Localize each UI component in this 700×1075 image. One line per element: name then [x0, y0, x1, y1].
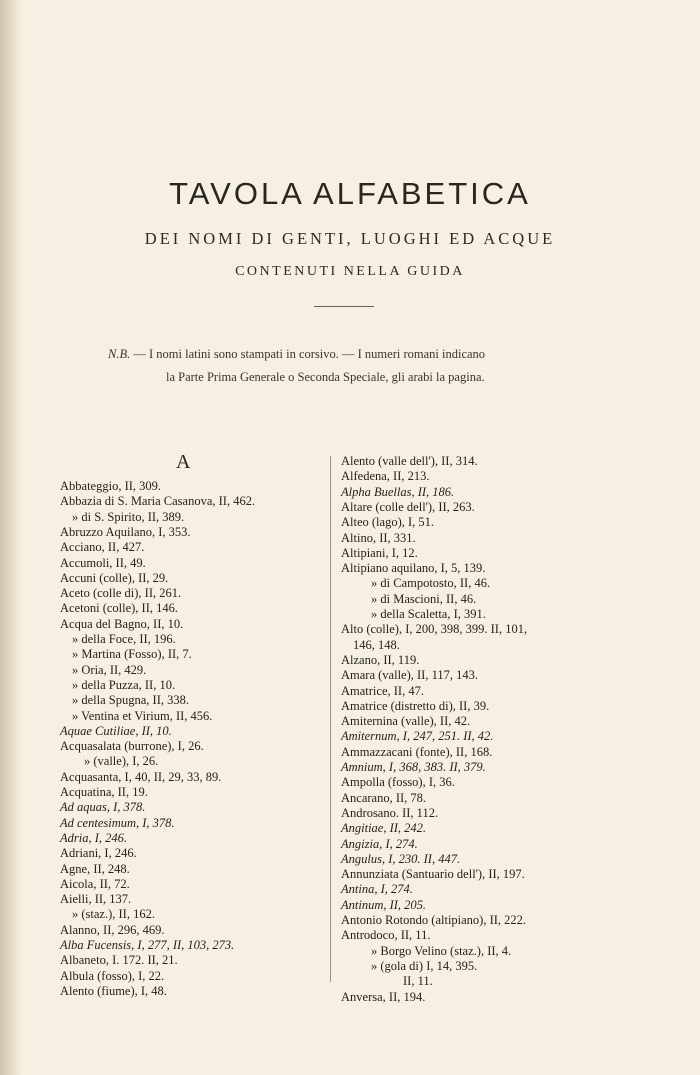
- index-entry: Amiternum, I, 247, 251. II, 42.: [341, 729, 494, 744]
- index-entry: Albula (fosso), I, 22.: [60, 968, 165, 983]
- title-rule: [314, 306, 374, 307]
- index-entry: » (staz.), II, 162.: [72, 907, 155, 922]
- index-entry: Altipiano aquilano, I, 5, 139.: [341, 561, 486, 576]
- page-subtitle-2: CONTENUTI NELLA GUIDA: [235, 264, 465, 279]
- index-entry: Adria, I, 246.: [60, 830, 128, 845]
- index-entry: Antonio Rotondo (altipiano), II, 222.: [341, 913, 527, 927]
- index-entry: Alzano, II, 119.: [341, 652, 420, 667]
- index-entry: » Martina (Fosso), II, 7.: [72, 647, 192, 662]
- index-entry: Alfedena, II, 213.: [341, 469, 430, 484]
- index-entry: Acquatina, II, 19.: [60, 785, 148, 799]
- index-entry: » (valle), I, 26.: [84, 754, 159, 769]
- note-line-2: la Parte Prima Generale o Seconda Speciale, gli arabi la pagina.: [166, 370, 485, 384]
- index-entry: » della Scaletta, I, 391.: [371, 607, 486, 621]
- editorial-note: [108, 343, 616, 389]
- index-entry: Accuni (colle), II, 29.: [60, 570, 169, 585]
- index-entry: Altare (colle dell'), II, 263.: [341, 499, 475, 514]
- note-line-1-text: — I nomi latini sono stampati in corsivo. — I numeri romani indicano: [130, 347, 486, 361]
- index-entry: » (gola di) I, 14, 395.: [371, 958, 478, 973]
- index-entry: Altino, II, 331.: [341, 530, 416, 545]
- index-entry: Alpha Buellas, II, 186.: [341, 484, 455, 499]
- index-entry: Agne, II, 248.: [60, 861, 130, 876]
- index-entry: Acciano, II, 427.: [60, 540, 145, 555]
- index-entry: Aceto (colle di), II, 261.: [60, 586, 182, 601]
- index-entry: Amnium, I, 368, 383. II, 379.: [341, 760, 486, 774]
- index-entry: II, 11.: [403, 974, 433, 989]
- index-entry: Amatrice, II, 47.: [341, 683, 424, 698]
- index-entry: Amatrice (distretto di), II, 39.: [341, 698, 490, 713]
- index-entry: » di Campotosto, II, 46.: [371, 576, 491, 591]
- note-line-1: [108, 343, 616, 366]
- index-entry: Ampolla (fosso), I, 36.: [341, 775, 455, 790]
- index-entry: Acqua del Bagno, II, 10.: [60, 616, 184, 631]
- index-entry: Ad aquas, I, 378.: [60, 800, 146, 815]
- index-entry: Amiternina (valle), II, 42.: [341, 714, 471, 729]
- index-entry: Alteo (lago), I, 51.: [341, 515, 435, 530]
- index-entry: Antinum, II, 205.: [341, 897, 427, 912]
- index-entry: Antrodoco, II, 11.: [341, 928, 431, 943]
- index-entry: Albaneto, I. 172. II, 21.: [60, 953, 178, 968]
- index-entry: » della Foce, II, 196.: [72, 632, 176, 646]
- index-entry: Ancarano, II, 78.: [341, 790, 427, 805]
- index-entry: » della Puzza, II, 10.: [72, 677, 176, 692]
- index-entry: Anversa, II, 194.: [341, 989, 426, 1004]
- index-entry: » Oria, II, 429.: [72, 662, 147, 677]
- index-entry: Alto (colle), I, 200, 398, 399. II, 101,: [341, 622, 528, 637]
- index-entry: Ammazzacani (fonte), II, 168.: [341, 744, 493, 759]
- index-entry: Abbazia di S. Maria Casanova, II, 462.: [60, 494, 256, 509]
- index-entry: Acquasalata (burrone), I, 26.: [60, 739, 204, 754]
- index-entry: Alento (fiume), I, 48.: [60, 983, 167, 998]
- index-entry: 146, 148.: [353, 637, 400, 652]
- page-title: TAVOLA ALFABETICA: [169, 176, 531, 211]
- note-abbr: N.B.: [108, 347, 131, 361]
- index-entry: Adriani, I, 246.: [60, 846, 137, 861]
- index-entry: Angulus, I, 230. II, 447.: [341, 851, 461, 866]
- index-entry: Annunziata (Santuario dell'), II, 197.: [341, 867, 525, 882]
- index-entry: » Ventina et Virium, II, 456.: [72, 708, 213, 723]
- index-entry: Androsano. II, 112.: [341, 805, 439, 820]
- index-entry: » Borgo Velino (staz.), II, 4.: [371, 943, 512, 958]
- index-entry: Aquae Cutiliae, II, 10.: [60, 723, 172, 738]
- index-entry: » di S. Spirito, II, 389.: [72, 509, 185, 524]
- index-entry: Alanno, II, 296, 469.: [60, 922, 165, 937]
- index-entry: » di Mascioni, II, 46.: [371, 591, 477, 606]
- index-entry: » della Spugna, II, 338.: [72, 693, 189, 708]
- index-entry: Aielli, II, 137.: [60, 892, 132, 907]
- index-entry: Abbateggio, II, 309.: [60, 479, 162, 493]
- section-letter: A: [176, 451, 191, 473]
- index-entry: Angitiae, II, 242.: [341, 821, 427, 836]
- index-entry: Amara (valle), II, 117, 143.: [341, 668, 478, 683]
- column-divider: [330, 456, 331, 982]
- page-binding-edge: [0, 0, 22, 1075]
- index-entry: Acquasanta, I, 40, II, 29, 33, 89.: [60, 769, 222, 784]
- index-entry: Angizia, I, 274.: [341, 836, 418, 851]
- index-entry: Antina, I, 274.: [341, 882, 413, 897]
- index-entry: Alento (valle dell'), II, 314.: [341, 454, 478, 468]
- index-entry: Altipiani, I, 12.: [341, 545, 418, 560]
- index-entry: Ad centesimum, I, 378.: [60, 815, 175, 830]
- index-entry: Aicola, II, 72.: [60, 876, 130, 891]
- index-entry: Accumoli, II, 49.: [60, 555, 146, 570]
- index-entry: Acetoni (colle), II, 146.: [60, 601, 179, 616]
- page-subtitle-1: DEI NOMI DI GENTI, LUOGHI ED ACQUE: [144, 229, 556, 248]
- index-entry: Abruzzo Aquilano, I, 353.: [60, 524, 191, 539]
- index-entry: Alba Fucensis, I, 277, II, 103, 273.: [60, 938, 235, 952]
